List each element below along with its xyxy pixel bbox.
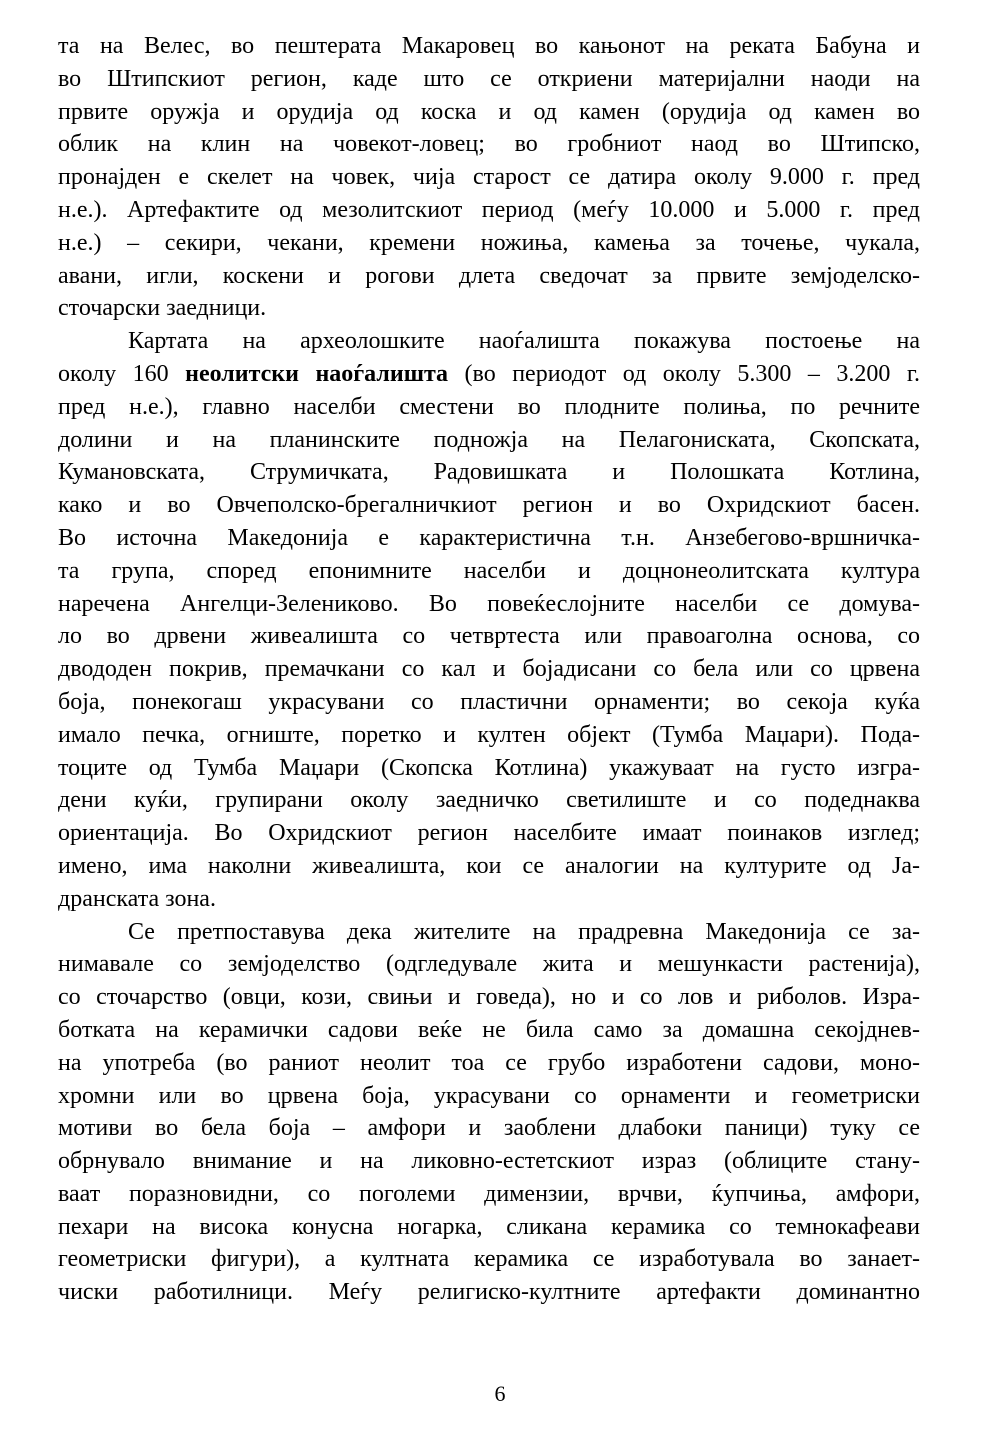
paragraph-1 [58,30,920,325]
text-line: н.е.). Артефактите од мезолитскиот период (меѓу 10.000 и 5.000 г. пред [58,196,920,223]
text-line: Кумановската, Струмичката, Радовишката и Полошката Котлина, [58,459,920,486]
text-line: хромни или во црвена боја, украсувани со орнаменти и геометриски [58,1082,920,1109]
text-run: околу 160 [58,360,186,387]
text-line: двододен покрив, премачкани со кал и бојадисани со бела или со црвена [58,656,920,683]
text-line: во Штипскиот регион, каде што се откриени материјални наоди на [58,65,920,92]
text-line: ориентација. Во Охридскиот регион населбите имаат поинаков изглед; [58,820,920,847]
text-line: дранската зона. [58,885,216,912]
text-line: ваат поразновидни, со поголеми димензии, врчви, ќупчиња, амфори, [58,1180,920,1207]
text-line: дени куќи, групирани околу заедничко светилиште и со подеднаква [58,787,920,814]
text-line: обрнувало внимание и на ликовно-естетскиот израз (облиците стану- [58,1148,920,1175]
text-line: та група, според епонимните населби и доцнонеолитската култура [58,557,920,584]
text-line: геометриски фигури), а култната керамика се изработувала во занает- [58,1246,920,1273]
text-line: имено, има наколни живеалишта, кои се аналогии на културите од Ја- [58,852,920,879]
text-line: на употреба (во раниот неолит тоа се грубо изработени садови, моно- [58,1049,920,1076]
text-line: пред н.е.), главно населби сместени во плодните полиња, по речните [58,393,920,420]
text-line: Картата на археолошките наоѓалишта покажува постоење на [128,328,920,355]
text-line: боја, понекогаш украсувани со пластични орнаменти; во секоја куќа [58,688,920,715]
text-line: пехари на висока конусна ногарка, сликана керамика со темнокафеави [58,1213,920,1240]
document-page [58,30,920,1309]
text-line: првите оружја и орудија од коска и од камен (орудија од камен во [58,98,920,125]
text-line: Во источна Македонија е карактеристична т.н. Анзебегово-вршничка- [58,524,920,551]
text-line: како и во Овчеполско-брегалничкиот регион и во Охридскиот басен. [58,492,920,519]
text-line: ло во дрвени живеалишта со четвртеста или правоаголна основа, со [58,623,920,650]
text-line: ботката на керамички садови веќе не била само за домашна секојднев- [58,1016,920,1043]
text-line: Се претпоставува дека жителите на прадревна Македонија се за- [128,918,920,945]
page-number: 6 [494,1381,506,1406]
text-line: облик на клин на човекот-ловец; во гробниот наод во Штипско, [58,131,920,158]
text-line: имало печка, огниште, поретко и култен објект (Тумба Маџари). Пода- [58,721,920,748]
text-line: наречена Ангелци-Зелениково. Во повеќеслојните населби се домува- [58,590,920,617]
text-line-with-bold [58,358,920,391]
text-line: тоците од Тумба Маџари (Скопска Котлина) укажуваат на густо изгра- [58,754,920,781]
text-line: нимавале со земјоделство (одгледувале жита и мешункасти растенија), [58,951,920,978]
text-line: н.е.) – секири, чекани, кремени ножиња, камења за точење, чукала, [58,229,920,256]
text-line: та на Велес, во пештерата Макаровец во кањонот на реката Бабуна и [58,33,920,59]
paragraph-3 [58,916,920,1310]
text-line: сточарски заедници. [58,295,267,322]
paragraph-2 [58,325,920,915]
text-line: мотиви во бела боја – амфори и заоблени длабоки паници) туку се [58,1115,920,1142]
text-line: авани, игли, коскени и рогови длета сведочат за првите земјоделско- [58,262,920,289]
text-line: пронајден е скелет на човек, чија старост се датира околу 9.000 г. пред [58,164,920,191]
text-line: чиски работилници. Меѓу религиско-култните артефакти доминантно [58,1279,920,1306]
text-run: (во периодот од околу 5.300 – 3.200 г. [448,360,921,387]
text-line: долини и на планинските подножја на Пелагониската, Скопската, [58,426,920,453]
text-line: со сточарство (овци, кози, свињи и говеда), но и со лов и риболов. Изра- [58,984,920,1011]
bold-term: неолитски наоѓалишта [185,360,449,387]
